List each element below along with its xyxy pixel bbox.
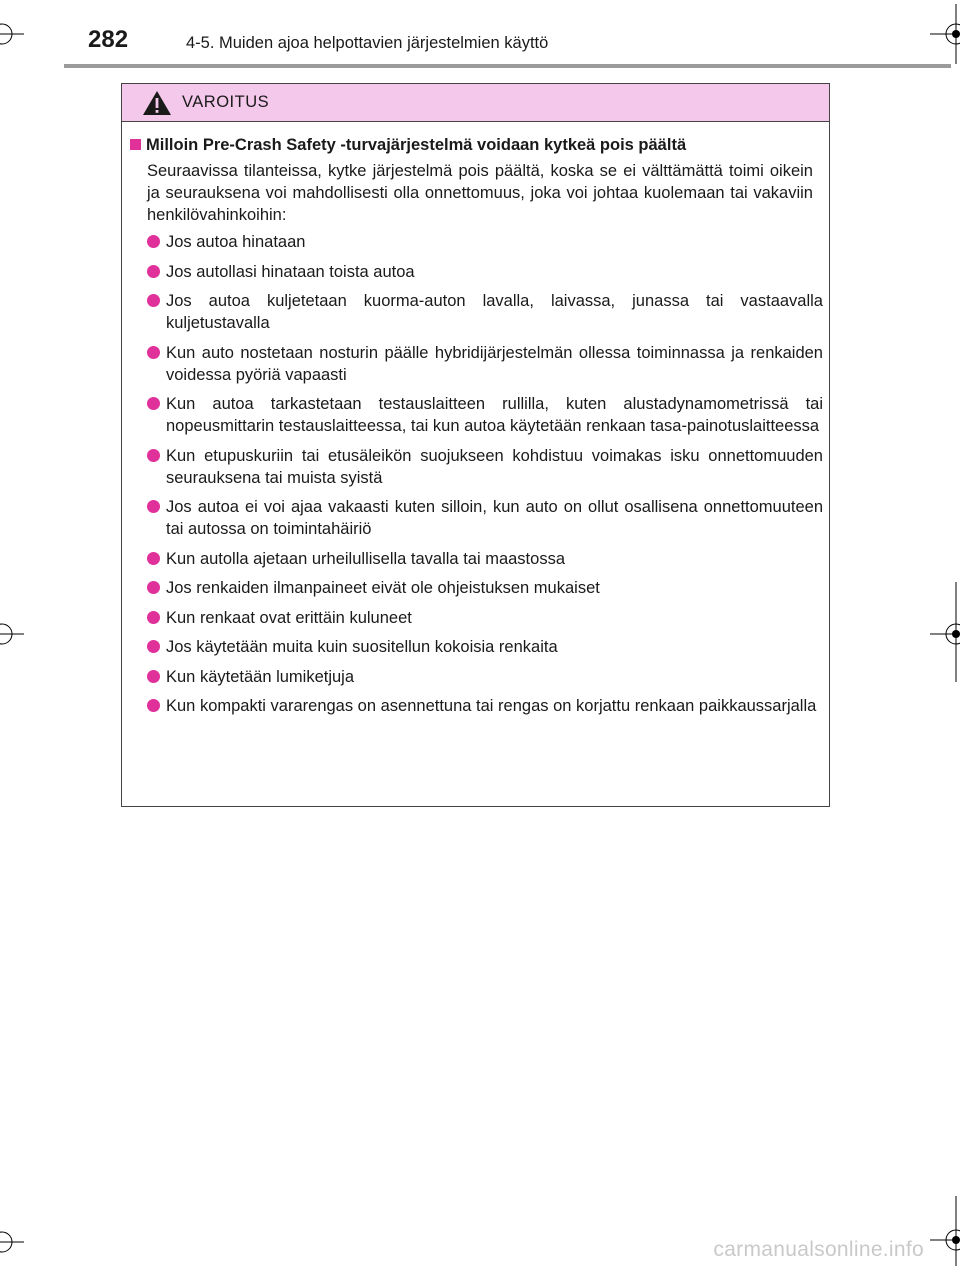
warning-header [122, 84, 829, 122]
bullet-dot-icon [147, 397, 160, 410]
list-item: Kun renkaat ovat erittäin kuluneet [130, 607, 823, 629]
bullet-dot-icon [147, 640, 160, 653]
crop-mark-mid-right [930, 582, 960, 682]
square-bullet-icon [130, 139, 141, 150]
list-item: Jos käytetään muita kuin suositellun kokoisia renkaita [130, 636, 823, 658]
list-item: Jos autoa kuljetetaan kuorma-auton lavalla, laivassa, junassa tai vastaavalla kuljetustavalla [130, 290, 823, 334]
bullet-dot-icon [147, 500, 160, 513]
bullet-dot-icon [147, 346, 160, 359]
list-item: Kun auto nostetaan nosturin päälle hybridijärjestelmän ollessa toiminnassa ja renkaiden voidessa pyöriä vapaasti [130, 342, 823, 386]
crop-mark-bottom-left [0, 1222, 24, 1266]
list-item: Kun autolla ajetaan urheilullisella tavalla tai maastossa [130, 548, 823, 570]
list-item: Jos autollasi hinataan toista autoa [130, 261, 823, 283]
bullet-dot-icon [147, 235, 160, 248]
page-number: 282 [88, 26, 129, 53]
condition-list [130, 231, 823, 717]
bullet-dot-icon [147, 670, 160, 683]
warning-heading-text: Milloin Pre-Crash Safety -turvajärjestelmä voidaan kytkeä pois päältä [146, 136, 687, 154]
watermark[interactable]: carmanualsonline.info [713, 1238, 924, 1261]
bullet-dot-icon [147, 449, 160, 462]
crop-mark-mid-left [0, 614, 24, 654]
warning-body [122, 122, 829, 717]
list-item: Kun kompakti vararengas on asennettuna tai rengas on korjattu renkaan paikkaussarjalla [130, 695, 823, 717]
list-item: Kun etupuskuriin tai etusäleikön suojukseen kohdistuu voimakas isku onnettomuuden seurauksena tai muista syistä [130, 445, 823, 489]
crop-mark-top-right [930, 4, 960, 64]
bullet-dot-icon [147, 699, 160, 712]
crop-mark-bottom-right [930, 1196, 960, 1266]
bullet-dot-icon [147, 611, 160, 624]
warning-heading [130, 136, 823, 155]
list-item: Kun autoa tarkastetaan testauslaitteen rullilla, kuten alustadynamometrissä tai nopeusmittarin testauslaitteessa, tai kun autoa käytetään renkaan tasa-painotuslaitteessa [130, 393, 823, 437]
section-title: 4-5. Muiden ajoa helpottavien järjestelmien käyttö [186, 34, 549, 52]
warning-intro: Seuraavissa tilanteissa, kytke järjestelmä pois päältä, koska se ei välttämättä toimi oikein ja seurauksena voi mahdollisesti olla onnettomuus, joka voi johtaa kuolemaan tai vakaviin henkilövahinkoihin: [147, 162, 813, 224]
list-item: Jos renkaiden ilmanpaineet eivät ole ohjeistuksen mukaiset [130, 577, 823, 599]
list-item: Jos autoa ei voi ajaa vakaasti kuten silloin, kun auto on ollut osallisena onnettomuuteen tai autossa on toimintahäiriö [130, 496, 823, 540]
bullet-dot-icon [147, 552, 160, 565]
header-divider [64, 64, 951, 68]
list-item: Jos autoa hinataan [130, 231, 823, 253]
bullet-dot-icon [147, 581, 160, 594]
warning-label: VAROITUS [182, 93, 270, 111]
list-item: Kun käytetään lumiketjuja [130, 666, 823, 688]
warning-triangle-icon [142, 90, 172, 116]
crop-mark-top-left [0, 20, 24, 60]
bullet-dot-icon [147, 265, 160, 278]
bullet-dot-icon [147, 294, 160, 307]
warning-box [121, 83, 830, 807]
